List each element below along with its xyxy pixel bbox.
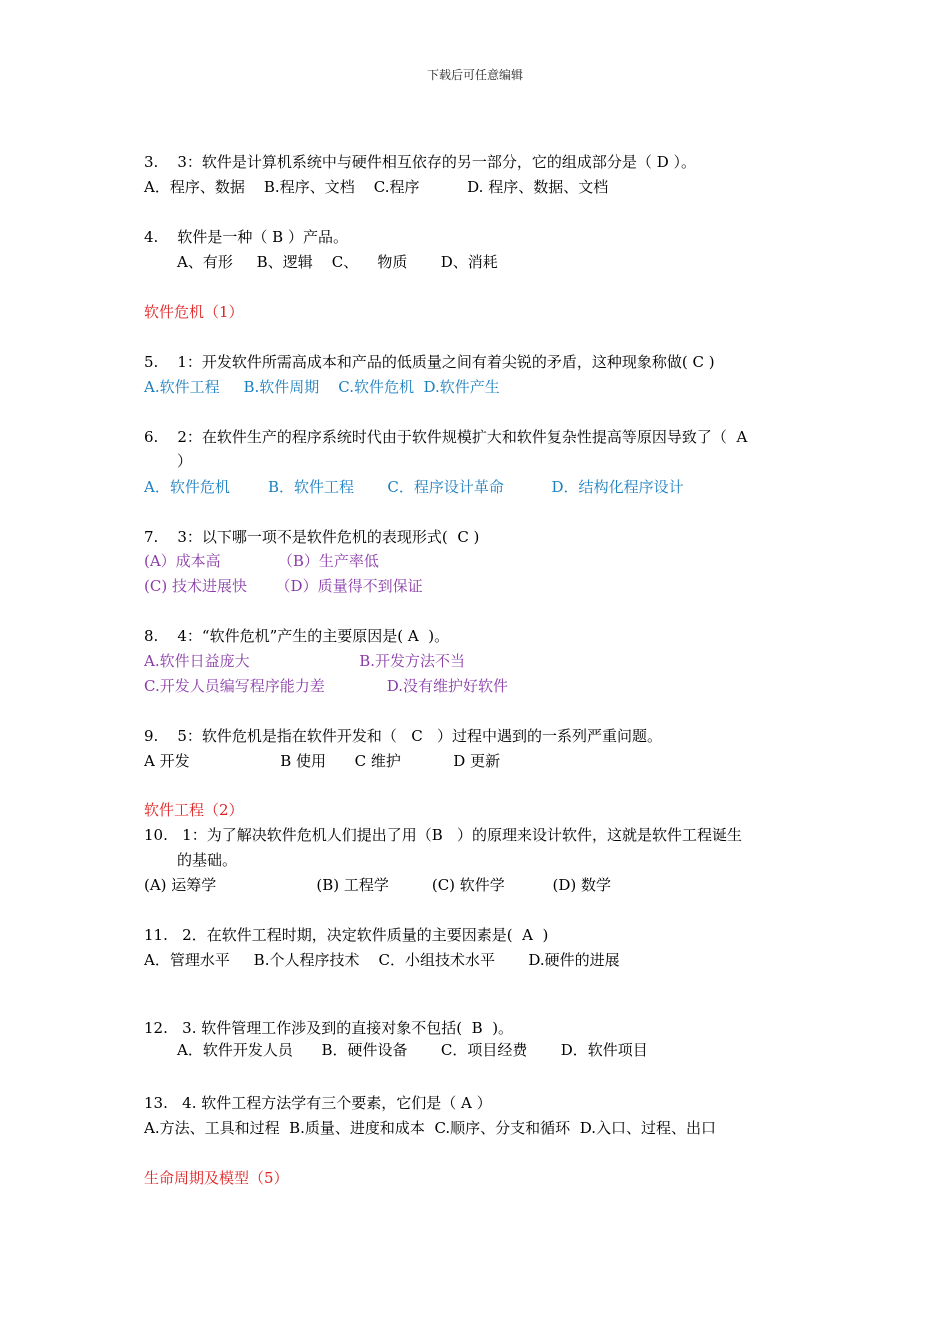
text-line: 8. 4：“软件危机”产生的主要原因是( A )。 xyxy=(144,627,450,645)
text-line: 12. 3. 软件管理工作涉及到的直接对象不包括( B )。 xyxy=(144,1019,514,1037)
text-line: 6. 2：在软件生产的程序系统时代由于软件规模扩大和软件复杂性提高等原因导致了（ A xyxy=(144,428,748,446)
text-line: A 开发 B 使用 C 维护 D 更新 xyxy=(144,752,501,770)
text-line: 13. 4. 软件工程方法学有三个要素，它们是（ A ） xyxy=(144,1094,492,1112)
text-line: A.软件日益庞大 B.开发方法不当 xyxy=(144,652,466,670)
text-line: 3. 3：软件是计算机系统中与硬件相互依存的另一部分，它的组成部分是（ D ）。 xyxy=(144,153,696,171)
text-line: 4. 软件是一种（ B ）产品。 xyxy=(144,228,348,246)
text-line: 5. 1：开发软件所需高成本和产品的低质量之间有着尖锐的矛盾，这种现象称做( C ) xyxy=(144,353,715,371)
text-line: 10. 1：为了解决软件危机人们提出了用（B ）的原理来设计软件，这就是软件工程诞生 xyxy=(144,826,743,844)
text-line: 11. 2．在软件工程时期，决定软件质量的主要因素是( A ) xyxy=(144,926,549,944)
text-line: A．管理水平 B.个人程序技术 C．小组技术水平 D.硬件的进展 xyxy=(144,951,620,969)
text-line: A．软件开发人员 B．硬件设备 C．项目经费 D．软件项目 xyxy=(177,1041,648,1059)
text-line: A．软件危机 B．软件工程 C．程序设计革命 D．结构化程序设计 xyxy=(144,478,684,496)
section-heading: 软件工程（2） xyxy=(144,801,244,819)
text-line: (A) 运筹学 (B) 工程学 (C) 软件学 (D) 数学 xyxy=(144,876,611,894)
section-heading: 生命周期及模型（5） xyxy=(144,1169,289,1187)
section-heading: 软件危机（1） xyxy=(144,303,244,321)
text-line: C.开发人员编写程序能力差 D.没有维护好软件 xyxy=(144,677,508,695)
page-header: 下载后可任意编辑 xyxy=(426,68,523,82)
text-line: (C) 技术进展快 （D）质量得不到保证 xyxy=(144,577,423,595)
text-line: A．程序、数据 B.程序、文档 C.程序 D. 程序、数据、文档 xyxy=(144,178,609,196)
text-line: 7. 3：以下哪一项不是软件危机的表现形式( C ) xyxy=(144,528,480,546)
text-line: A.方法、工具和过程 B.质量、进度和成本 C.顺序、分支和循环 D.入口、过程、出口 xyxy=(144,1119,716,1137)
text-line: 的基础。 xyxy=(177,851,238,869)
text-line: ） xyxy=(177,452,193,470)
text-line: A.软件工程 B.软件周期 C.软件危机 D.软件产生 xyxy=(144,378,500,396)
text-line: 9. 5：软件危机是指在软件开发和（ C ）过程中遇到的一系列严重问题。 xyxy=(144,727,663,745)
text-line: A、有形 B、逻辑 C、 物质 D、消耗 xyxy=(177,253,498,271)
text-line: (A）成本高 （B）生产率低 xyxy=(144,552,379,570)
